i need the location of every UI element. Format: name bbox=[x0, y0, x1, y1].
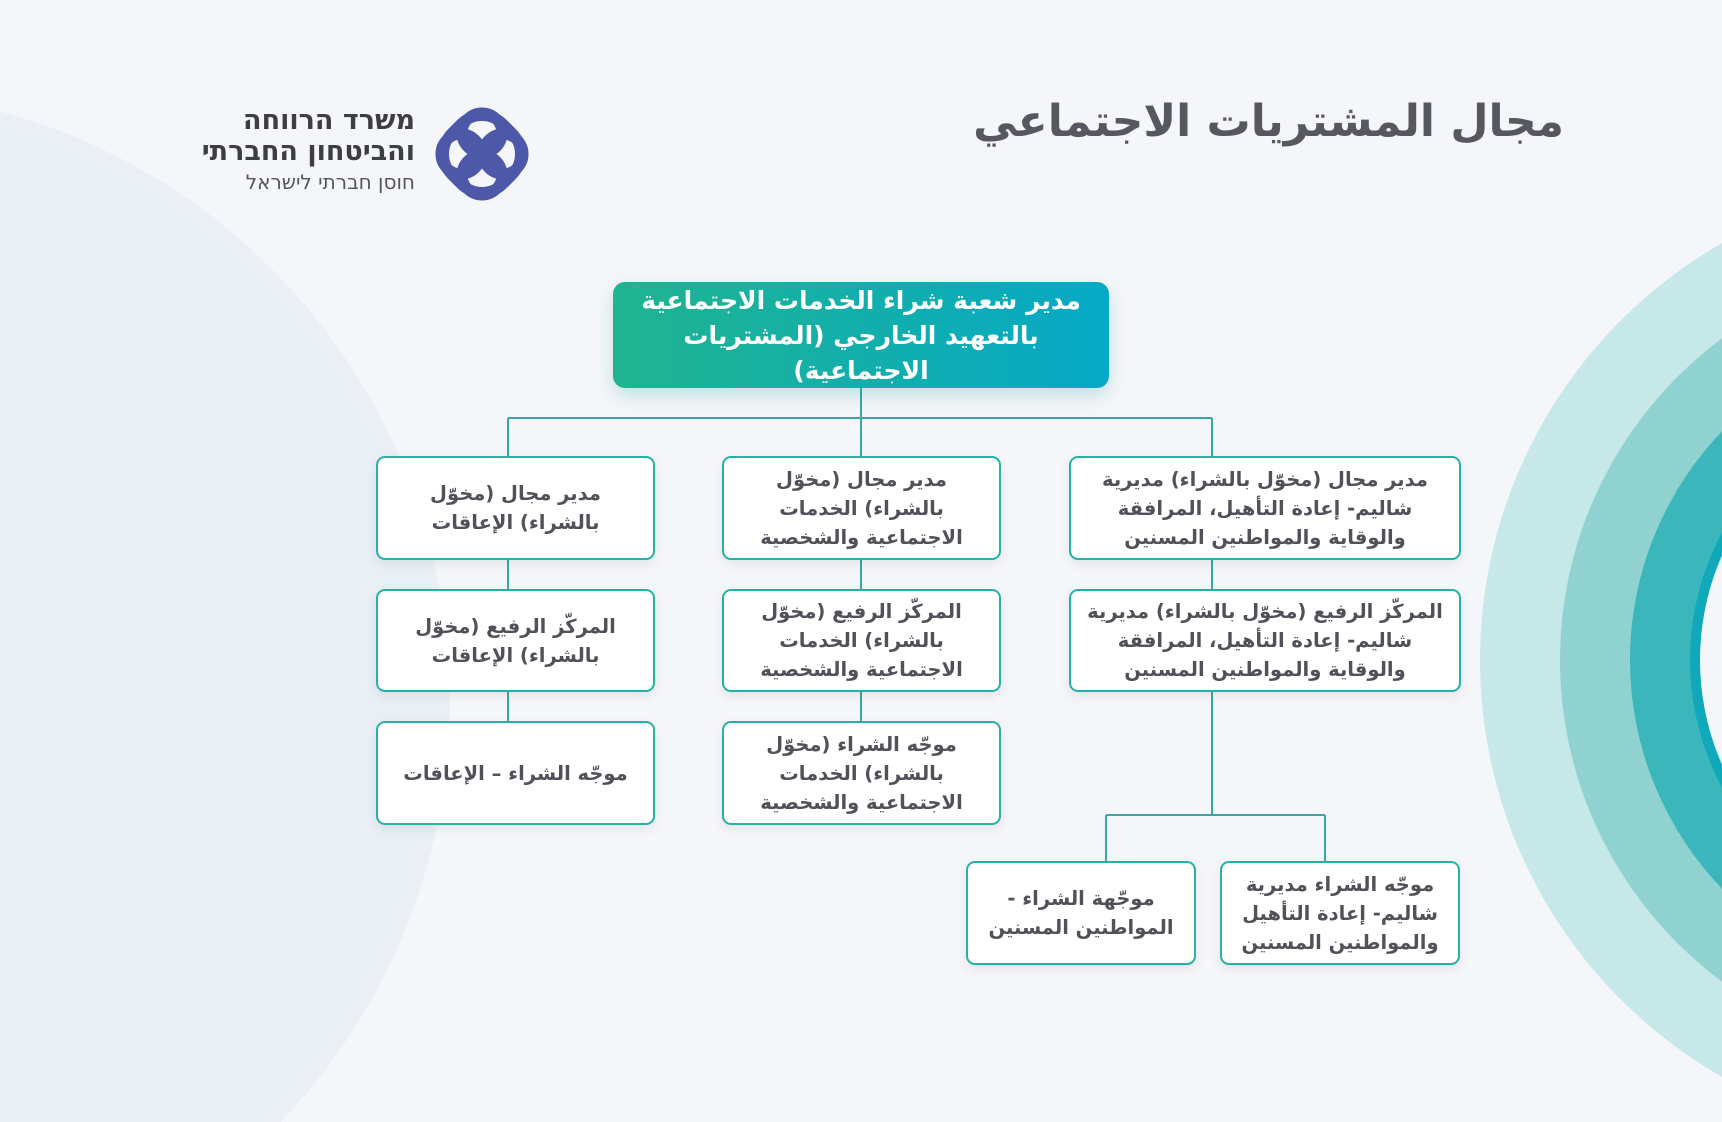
left-branch-manager-node bbox=[376, 456, 655, 560]
page-title: مجال المشتريات الاجتماعي bbox=[973, 96, 1564, 147]
node-line: الاجتماعية والشخصية bbox=[760, 790, 963, 814]
node-line: موجّه الشراء – الإعاقات bbox=[403, 761, 628, 785]
node-line: مدير مجال (مخوّل bbox=[776, 467, 947, 491]
node-line: الاجتماعية والشخصية bbox=[760, 525, 963, 549]
node-line: بالشراء) الخدمات bbox=[779, 496, 944, 520]
node-line: الاجتماعية والشخصية bbox=[760, 658, 963, 681]
node-line: المركّز الرفيع (مخوّل بالشراء) مديرية bbox=[1087, 600, 1443, 623]
node-line: شاليم- إعادة التأهيل bbox=[1242, 901, 1438, 925]
node-line: بالشراء) الإعاقات bbox=[431, 511, 600, 534]
middle-branch-manager-node bbox=[722, 456, 1001, 560]
node-line: المركّز الرفيع (مخوّل bbox=[415, 614, 616, 638]
interlocking-rings-icon bbox=[434, 106, 530, 202]
right-branch-manager-node bbox=[1069, 456, 1461, 560]
logo-ministry-name-line1: משרד הרווחה bbox=[243, 105, 415, 136]
node-line: والوقاية والمواطنين المسنين bbox=[1124, 525, 1406, 549]
node-line: بالشراء) الخدمات bbox=[779, 629, 944, 652]
node-line: شاليم- إعادة التأهيل، المرافقة bbox=[1117, 629, 1413, 652]
right-branch-senior-node bbox=[1069, 589, 1461, 692]
node-line: والمواطنين المسنين bbox=[1241, 930, 1439, 954]
node-line: شاليم- إعادة التأهيل، المرافقة bbox=[1117, 496, 1413, 520]
logo-text bbox=[202, 105, 415, 197]
middle-branch-guide-node bbox=[722, 721, 1001, 825]
node-line: المواطنين المسنين bbox=[988, 916, 1174, 939]
logo-tagline: חוסן חברתי לישראל bbox=[245, 170, 415, 194]
node-line: مدير مجال (مخوّل bbox=[430, 482, 601, 505]
node-line: موجّهة الشراء - bbox=[1007, 887, 1155, 910]
ministry-logo bbox=[150, 100, 530, 210]
node-line: مدير مجال (مخوّل بالشراء) مديرية bbox=[1102, 467, 1428, 491]
root-node bbox=[613, 282, 1109, 388]
node-line: المركّز الرفيع (مخوّل bbox=[761, 600, 962, 623]
root-line: مدير شعبة شراء الخدمات الاجتماعية bbox=[641, 285, 1081, 315]
logo-ministry-name-line2: והביטחון החברתי bbox=[201, 136, 415, 167]
left-branch-guide-node bbox=[376, 721, 655, 825]
right-branch-guide-b-node bbox=[966, 861, 1196, 965]
node-line: بالشراء) الإعاقات bbox=[431, 643, 600, 667]
node-line: بالشراء) الخدمات bbox=[779, 761, 944, 785]
node-line: موجّه الشراء (مخوّل bbox=[766, 732, 957, 756]
right-branch-guide-a-node bbox=[1220, 861, 1460, 965]
middle-branch-senior-node bbox=[722, 589, 1001, 692]
left-branch-senior-node bbox=[376, 589, 655, 692]
node-line: موجّه الشراء مديرية bbox=[1245, 872, 1435, 896]
node-line: والوقاية والمواطنين المسنين bbox=[1124, 658, 1406, 681]
root-line: بالتعهيد الخارجي (المشتريات الاجتماعية) bbox=[683, 320, 1039, 385]
